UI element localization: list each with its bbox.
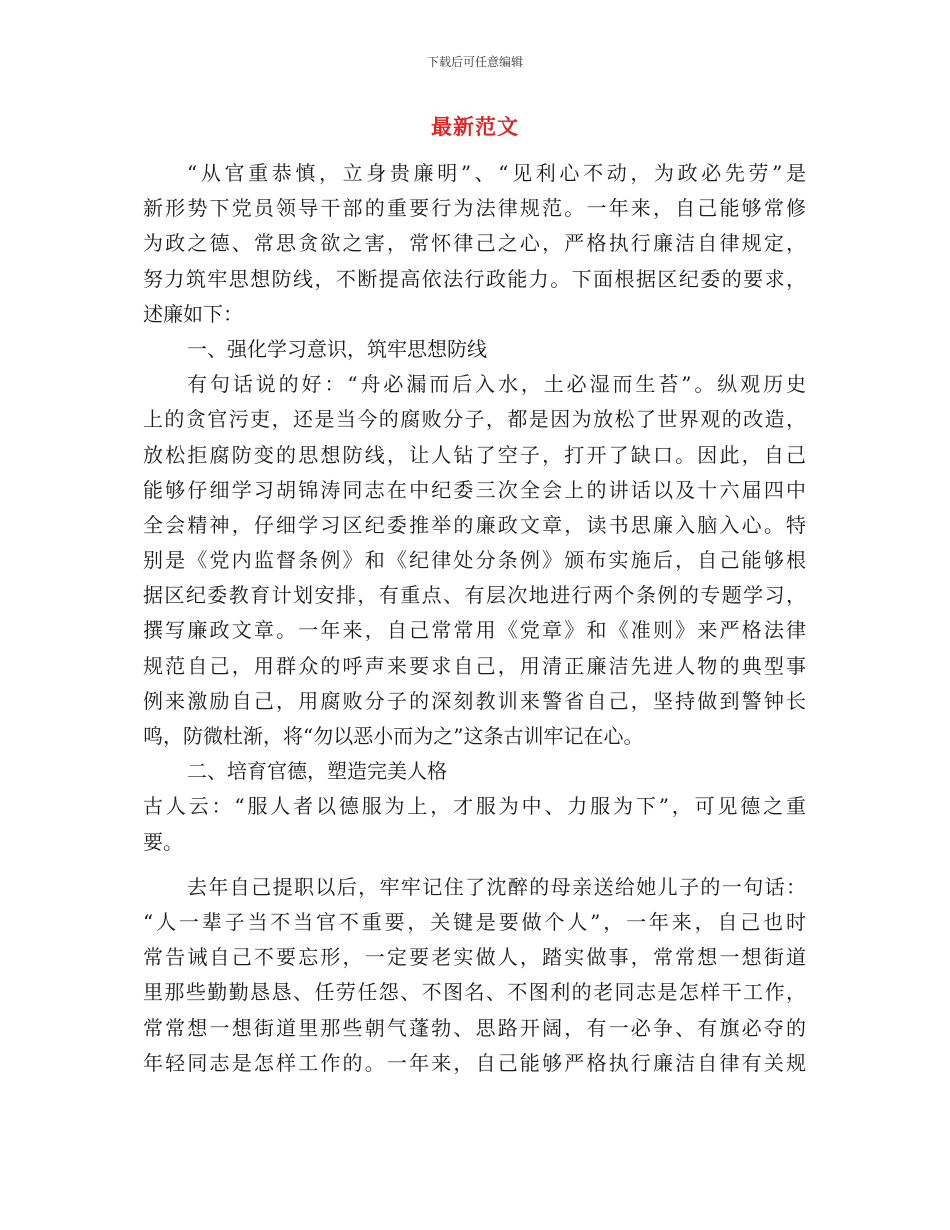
paragraph-line: “人一辈子当不当官不重要，关键是要做个人”，一年来，自己也时 <box>143 909 806 934</box>
paragraph-line: 鸣，防微杜渐，将“勿以恶小而为之”这条古训牢记在心。 <box>143 724 644 748</box>
paragraph-line: 努力筑牢思想防线，不断提高依法行政能力。下面根据区纪委的要求， <box>143 266 806 291</box>
paragraph-line: 全会精神，仔细学习区纪委推举的廉政文章，读书思廉入脑入心。特 <box>143 512 806 537</box>
paragraph-line: 要。 <box>143 829 183 854</box>
paragraph-line: 新形势下党员领导干部的重要行为法律规范。一年来，自己能够常修 <box>143 196 806 221</box>
paragraph-line: 述廉如下： <box>143 301 243 326</box>
page-header-note: 下载后可任意编辑 <box>426 55 523 69</box>
paragraph-line: 据区纪委教育计划安排，有重点、有层次地进行两个条例的专题学习， <box>143 583 806 608</box>
paragraph-line: 古人云：“服人者以德服为上，才服为中、力服为下”，可见德之重 <box>143 794 806 819</box>
paragraph-line: 常告诫自己不要忘形，一定要老实做人，踏实做事，常常想一想街道 <box>143 945 806 970</box>
paragraph-line: 放松拒腐防变的思想防线，让人钻了空子，打开了缺口。因此，自己 <box>143 442 806 467</box>
paragraph-line: 里那些勤勤恳恳、任劳任怨、不图名、不图利的老同志是怎样干工作， <box>143 980 806 1005</box>
paragraph-line: 能够仔细学习胡锦涛同志在中纪委三次全会上的讲话以及十六届四中 <box>143 477 806 502</box>
paragraph-line: 规范自己，用群众的呼声来要求自己，用清正廉洁先进人物的典型事 <box>143 653 806 678</box>
section-heading: 一、强化学习意识，筑牢思想防线 <box>187 336 487 361</box>
paragraph-line: 上的贪官污吏，还是当今的腐败分子，都是因为放松了世界观的改造， <box>143 407 806 432</box>
paragraph-line: “从官重恭慎，立身贵廉明”、“见利心不动，为政必先劳”是 <box>187 161 806 185</box>
paragraph-line: 有句话说的好：“舟必漏而后入水，土必湿而生苔”。纵观历史 <box>187 372 806 397</box>
paragraph-line: 去年自己提职以后，牢牢记住了沈醉的母亲送给她儿子的一句话： <box>187 874 806 899</box>
document-body <box>143 156 806 1081</box>
paragraph-line: 撰写廉政文章。一年来，自己常常用《党章》和《准则》来严格法律 <box>143 618 806 643</box>
paragraph-line: 为政之德、常思贪欲之害，常怀律己之心，严格执行廉洁自律规定， <box>143 231 806 256</box>
paragraph-line: 别是《党内监督条例》和《纪律处分条例》颁布实施后，自己能够根 <box>143 548 806 573</box>
paragraph-line: 例来激励自己，用腐败分子的深刻教训来警省自己，坚持做到警钟长 <box>143 688 806 713</box>
paragraph-line: 常常想一想街道里那些朝气蓬勃、思路开阔，有一必争、有旗必夺的 <box>143 1015 806 1040</box>
document-title: 最新范文 <box>431 114 519 139</box>
section-heading: 二、培育官德，塑造完美人格 <box>187 759 447 784</box>
paragraph-line: 年轻同志是怎样工作的。一年来，自己能够严格执行廉洁自律有关规 <box>143 1050 806 1075</box>
